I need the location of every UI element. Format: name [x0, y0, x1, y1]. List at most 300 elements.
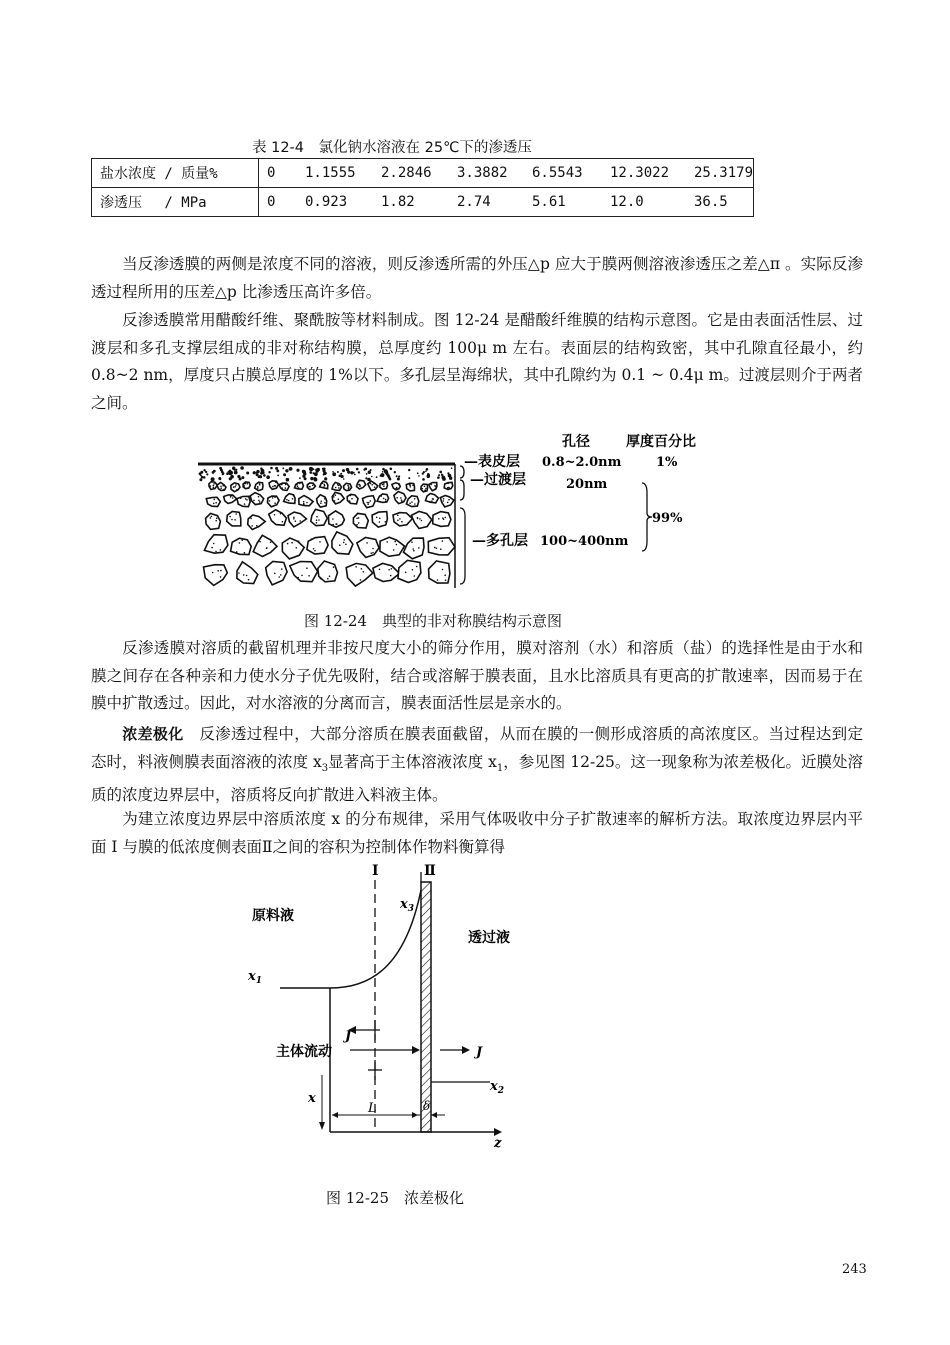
skin-pore-dot [309, 471, 312, 474]
blob-dot [383, 485, 385, 487]
blob-dot [400, 497, 402, 499]
blob-dot [308, 575, 310, 577]
skin-pore-dot [310, 477, 313, 480]
blob-dot [335, 494, 337, 496]
porous-blob [380, 537, 405, 556]
porous-blob [311, 509, 328, 525]
layer-name-transition: —过渡层 [470, 472, 526, 488]
skin-pore-dot [239, 478, 242, 481]
blob-dot [401, 499, 403, 501]
porous-blob [227, 512, 241, 526]
skin-pore-dot [253, 471, 256, 474]
blob-dot [220, 549, 222, 551]
blob-dot [358, 484, 360, 486]
blob-dot [324, 484, 326, 486]
blob-dot [337, 484, 339, 486]
skin-pore-dot [449, 477, 452, 480]
blob-dot [259, 483, 261, 485]
blob-dot [385, 521, 387, 523]
porous-blob [373, 563, 400, 581]
blob-dot [409, 502, 411, 504]
blob-dot [368, 502, 370, 504]
blob-dot [424, 486, 426, 488]
skin-pore-dot [241, 476, 244, 479]
porous-blob [433, 512, 451, 527]
header-thickness-percent: 厚度百分比 [626, 434, 696, 450]
table-cell: 12.3022 [602, 159, 686, 188]
blob-dot [356, 524, 358, 526]
blob-dot [296, 547, 298, 549]
blob-dot [449, 487, 451, 489]
blob-dot [440, 548, 442, 550]
skin-pore-dot [235, 469, 237, 471]
blob-dot [430, 484, 432, 486]
skin-pore-dot [296, 469, 299, 472]
blob-dot [323, 486, 325, 488]
skin-pore-dot [206, 473, 208, 475]
page-number: 243 [842, 1262, 867, 1277]
blob-dot [285, 484, 287, 486]
row-header: 渗透压 / MPa [92, 188, 259, 217]
blob-dot [383, 498, 385, 500]
blob-dot [382, 484, 384, 486]
blob-dot [311, 538, 313, 540]
x1-label: $x_1$ [248, 969, 263, 986]
blob-dot [291, 542, 293, 544]
blob-dot [327, 578, 329, 580]
skin-pore-dot [332, 472, 336, 476]
skin-pore-dot [261, 469, 265, 473]
blob-dot [442, 540, 444, 542]
blob-dot [213, 543, 215, 545]
blob-dot [212, 572, 214, 574]
blob-dot [296, 484, 298, 486]
blob-dot [243, 483, 245, 485]
membrane [421, 882, 431, 1132]
blob-dot [244, 552, 246, 554]
skin-pore-dot [386, 473, 389, 476]
blob-dot [372, 548, 374, 550]
skin-pore-dot [418, 475, 420, 477]
blob-dot [421, 520, 423, 522]
skin-pore-dot [219, 478, 221, 480]
porous-blob [368, 481, 378, 491]
blob-dot [324, 498, 326, 500]
blob-dot [316, 516, 318, 518]
blob-dot [351, 498, 353, 500]
skin-pore-dot [316, 469, 319, 472]
blob-dot [320, 502, 322, 504]
blob-dot [316, 519, 318, 521]
blob-dot [336, 523, 338, 525]
blob-dot [411, 501, 413, 503]
blob-dot [257, 487, 259, 489]
porous-blob [307, 483, 315, 490]
skin-pore-dot [275, 467, 278, 470]
blob-dot [293, 518, 295, 520]
skin-pore-dot [324, 477, 327, 480]
blob-dot [215, 502, 217, 504]
skin-pore-dot [437, 476, 440, 479]
blob-dot [437, 579, 439, 581]
porous-blob [398, 560, 421, 582]
skin-pore-dot [270, 467, 273, 470]
table-caption: 表 12-4 氯化钠水溶液在 25℃下的渗透压 [252, 140, 532, 156]
skin-pore-dot [340, 473, 342, 475]
blob-dot [414, 503, 416, 505]
blob-dot [220, 486, 222, 488]
x2-label: $x_2$ [490, 1079, 505, 1096]
skin-pore-dot [240, 466, 244, 470]
blob-dot [234, 519, 236, 521]
blob-dot [366, 502, 368, 504]
blob-dot [390, 575, 392, 577]
header-pore-size: 孔径 [562, 434, 590, 450]
blob-dot [303, 501, 305, 503]
concentration-polarization-figure [240, 860, 540, 1150]
blob-dot [275, 482, 277, 484]
skin-pore-dot [324, 472, 327, 475]
blob-dot [211, 547, 213, 549]
blob-dot [416, 566, 418, 568]
skin-pore-dot [427, 475, 431, 479]
blob-dot [358, 517, 360, 519]
skin-pore-dot [199, 478, 202, 481]
skin-pore-dot [398, 475, 400, 477]
blob-dot [297, 577, 299, 579]
plane-1-label: Ⅰ [372, 863, 379, 879]
blob-dot [256, 525, 258, 527]
porous-blob [290, 562, 318, 582]
blob-dot [358, 522, 360, 524]
blob-dot [313, 548, 315, 550]
blob-dot [343, 539, 345, 541]
blob-dot [435, 488, 437, 490]
skin-pore-dot [266, 475, 270, 479]
blob-dot [258, 500, 260, 502]
porous-blob [288, 512, 307, 527]
blob-dot [258, 496, 260, 498]
blob-dot [347, 485, 349, 487]
skin-pore-dot [337, 471, 339, 473]
blob-dot [361, 568, 363, 570]
combined-percent: 99% [652, 511, 683, 526]
paragraph [91, 806, 863, 861]
blob-dot [422, 488, 424, 490]
skin-pore-dot [309, 467, 313, 471]
skin-pore-dot [365, 477, 367, 479]
skin-pore-dot [371, 476, 373, 478]
skin-pore-dot [285, 469, 288, 472]
blob-dot [248, 579, 250, 581]
blob-dot [360, 579, 362, 581]
blob-dot [370, 500, 372, 502]
blob-dot [298, 487, 300, 489]
skin-pore-dot [276, 470, 279, 473]
blob-dot [412, 485, 414, 487]
blob-dot [396, 497, 398, 499]
blob-dot [322, 483, 324, 485]
blob-dot [257, 486, 259, 488]
skin-pore-dot [289, 467, 293, 471]
porous-blob [250, 493, 264, 505]
skin-pore-dot [368, 471, 371, 474]
skin-pore-dot [256, 473, 259, 476]
porous-blob [266, 561, 287, 584]
blob-dot [309, 486, 311, 488]
porous-blob [206, 497, 220, 506]
blob-dot [220, 576, 222, 578]
blob-dot [295, 520, 297, 522]
skin-pore-dot [358, 471, 360, 473]
skin-pore-dot [343, 478, 345, 480]
blob-dot [343, 542, 345, 544]
blob-dot [281, 484, 283, 486]
blob-dot [397, 520, 399, 522]
layer-pore-porous: 100~400nm [540, 534, 629, 549]
blob-dot [383, 483, 385, 485]
skin-pore-dot [232, 467, 235, 470]
paragraph [91, 251, 863, 306]
table-row [92, 188, 754, 217]
porous-blob [248, 515, 266, 530]
blob-dot [349, 501, 351, 503]
blob-dot [211, 516, 213, 518]
layer-pct-skin: 1% [656, 455, 678, 470]
blob-dot [238, 572, 240, 574]
blob-dot [270, 541, 272, 543]
blob-dot [324, 502, 326, 504]
z-axis-label: z [494, 1136, 502, 1150]
blob-dot [414, 498, 416, 500]
blob-dot [414, 575, 416, 577]
table-cell: 0 [259, 188, 298, 217]
blob-dot [320, 500, 322, 502]
skin-pore-dot [268, 471, 270, 473]
porous-blob [253, 535, 277, 556]
blob-dot [376, 517, 378, 519]
skin-pore-dot [200, 475, 202, 477]
skin-pore-dot [389, 478, 392, 481]
blob-dot [230, 496, 232, 498]
skin-pore-dot [256, 470, 259, 473]
blob-dot [301, 575, 303, 577]
blob-dot [419, 518, 421, 520]
blob-dot [314, 550, 316, 552]
blob-dot [234, 486, 236, 488]
skin-pore-dot [230, 475, 234, 479]
blob-dot [274, 502, 276, 504]
blob-dot [447, 502, 449, 504]
blob-dot [280, 574, 282, 576]
skin-pore-dot [314, 472, 318, 476]
blob-dot [434, 485, 436, 487]
blob-dot [370, 483, 372, 485]
blob-dot [399, 518, 401, 520]
blob-dot [216, 518, 218, 520]
blob-dot [220, 570, 222, 572]
blob-dot [297, 486, 299, 488]
skin-pore-dot [304, 477, 307, 480]
blob-dot [215, 520, 217, 522]
blob-dot [259, 501, 261, 503]
layer-name-skin: —表皮层 [464, 454, 520, 470]
porous-blob [440, 496, 454, 507]
blob-dot [229, 516, 231, 518]
paragraph-text: 反渗透膜常用醋酸纤维、聚酰胺等材料制成。图 12-24 是醋酸纤维膜的结构示意图。它是由表面活性层、过渡层和多孔支撑层组成的非对称结构膜，总厚度约 100μ m 左右。表面层的结构致密，其中孔隙直径最小，约 0.8~2 nm，厚度只占膜总厚度的 1%以下。多孔层呈海绵状，其中孔隙约为 0.1 ~ 0.4μ m。过渡层则介于两者之间。 [91, 311, 863, 412]
blob-dot [413, 550, 415, 552]
blob-dot [280, 513, 282, 515]
skin-pore-dot [286, 478, 290, 482]
blob-dot [412, 548, 414, 550]
blob-dot [388, 569, 390, 571]
skin-pore-dot [394, 471, 396, 473]
blob-dot [366, 542, 368, 544]
blob-dot [316, 522, 318, 524]
blob-dot [235, 484, 237, 486]
subscript: 1 [496, 762, 504, 774]
blob-dot [418, 547, 420, 549]
porous-blob [307, 537, 328, 555]
porous-blob [346, 563, 373, 586]
blob-dot [222, 485, 224, 487]
skin-pore-dot [370, 469, 372, 471]
blob-dot [355, 566, 357, 568]
skin-pore-dot [229, 470, 232, 473]
blob-dot [299, 520, 301, 522]
blob-dot [288, 500, 290, 502]
blob-dot [443, 500, 445, 502]
blob-dot [412, 569, 414, 571]
skin-pore-dot [211, 477, 215, 481]
paragraph-text: 反渗透膜对溶质的截留机理并非按尺度大小的筛分作用，膜对溶剂（水）和溶质（盐）的选择性是由于水和膜之间存在各种亲和力使水分子优先吸附，结合或溶解于膜表面，且水比溶质具有更高的扩散速率，因而易于在膜中扩散透过。因此，对水溶液的分离而言，膜表面活性层是亲水的。 [91, 639, 863, 713]
blob-dot [429, 501, 431, 503]
blob-dot [306, 502, 308, 504]
blob-dot [443, 498, 445, 500]
blob-dot [363, 571, 365, 573]
feed-label: 原料液 [252, 908, 294, 924]
skin-pore-dot [203, 469, 205, 471]
skin-pore-dot [303, 471, 306, 474]
asymmetric-membrane-figure [190, 428, 750, 608]
blob-dot [213, 483, 215, 485]
blob-dot [233, 486, 235, 488]
blob-dot [215, 551, 217, 553]
bulk-flow-label: 主体流动 [276, 1044, 332, 1060]
blob-dot [332, 518, 334, 520]
porous-blob [363, 496, 376, 508]
porous-blob [269, 510, 287, 526]
blob-dot [448, 499, 450, 501]
table-cell: 5.61 [524, 188, 602, 217]
skin-pore-dot [367, 478, 371, 482]
j-back-label: J [345, 1029, 352, 1044]
table-cell: 3.3882 [449, 159, 524, 188]
blob-dot [250, 518, 252, 520]
skin-pore-dot [277, 475, 279, 477]
blob-dot [424, 489, 426, 491]
blob-dot [213, 487, 215, 489]
porous-blob [377, 494, 389, 502]
table-cell: 6.5543 [524, 159, 602, 188]
skin-pore-dot [376, 476, 378, 478]
blob-dot [410, 486, 412, 488]
blob-dot [333, 566, 335, 568]
paragraph-heading: 浓差极化 [122, 725, 184, 743]
blob-dot [417, 518, 419, 520]
paragraph [91, 635, 863, 718]
porous-blob [332, 532, 353, 554]
paragraph-text: ，参见图 12-25。这一现象称为浓差极化。近膜处溶质的浓度边界层中，溶质将反向扩散进入料液主体。 [91, 752, 864, 805]
osmotic-pressure-table [91, 158, 754, 217]
blob-dot [307, 484, 309, 486]
skin-pore-dot [438, 474, 440, 476]
blob-dot [235, 513, 237, 515]
blob-dot [319, 541, 321, 543]
blob-dot [292, 498, 294, 500]
blob-dot [370, 552, 372, 554]
blob-dot [312, 485, 314, 487]
skin-pore-dot [354, 474, 356, 476]
porous-blob [206, 513, 221, 529]
paragraph-text: 当反渗透膜的两侧是浓度不同的溶液，则反渗透所需的外压△p 应大于膜两侧溶液渗透压之差△π 。实际反渗透过程所用的压差△p 比渗透压高许多倍。 [91, 255, 863, 301]
blob-dot [434, 547, 436, 549]
blob-dot [240, 498, 242, 500]
layer-name-porous: —多孔层 [472, 533, 528, 549]
blob-dot [318, 519, 320, 521]
porous-blob [429, 561, 450, 583]
blob-dot [405, 572, 407, 574]
blob-dot [393, 549, 395, 551]
blob-dot [442, 569, 444, 571]
porous-blob [204, 565, 228, 586]
skin-pore-dot [451, 467, 453, 469]
paragraph [91, 721, 863, 810]
blob-dot [243, 574, 245, 576]
skin-pore-dot [347, 471, 350, 474]
skin-pore-dot [246, 472, 249, 475]
blob-dot [231, 519, 233, 521]
blob-dot [231, 495, 233, 497]
blob-dot [425, 488, 427, 490]
porous-blob [406, 496, 418, 507]
blob-dot [213, 503, 215, 505]
skin-pore-dot [382, 471, 384, 473]
blob-dot [391, 568, 393, 570]
table-cell: 2.2846 [373, 159, 449, 188]
porous-blob [357, 538, 379, 558]
x3-label: $x_3$ [400, 897, 415, 914]
layer-pore-transition: 20nm [566, 477, 608, 492]
blob-dot [303, 503, 305, 505]
skin-pore-dot [203, 476, 206, 479]
table-cell: 25.3179 [686, 159, 754, 188]
blob-dot [246, 499, 248, 501]
blob-dot [436, 548, 438, 550]
paragraph-text: 为建立浓度边界层中溶质浓度 x 的分布规律，采用气体吸收中分子扩散速率的解析方法。取浓度边界层内平面 I 与膜的低浓度侧表面Ⅱ之间的容积为控制体作物料衡算得 [91, 810, 863, 856]
skin-pore-dot [259, 475, 262, 478]
blob-dot [445, 517, 447, 519]
blob-dot [410, 484, 412, 486]
blob-dot [245, 498, 247, 500]
skin-pore-dot [213, 470, 216, 473]
blob-dot [274, 497, 276, 499]
blob-dot [236, 489, 238, 491]
skin-pore-dot [341, 475, 344, 478]
skin-pore-dot [356, 468, 359, 471]
blob-dot [372, 552, 374, 554]
blob-dot [373, 483, 375, 485]
